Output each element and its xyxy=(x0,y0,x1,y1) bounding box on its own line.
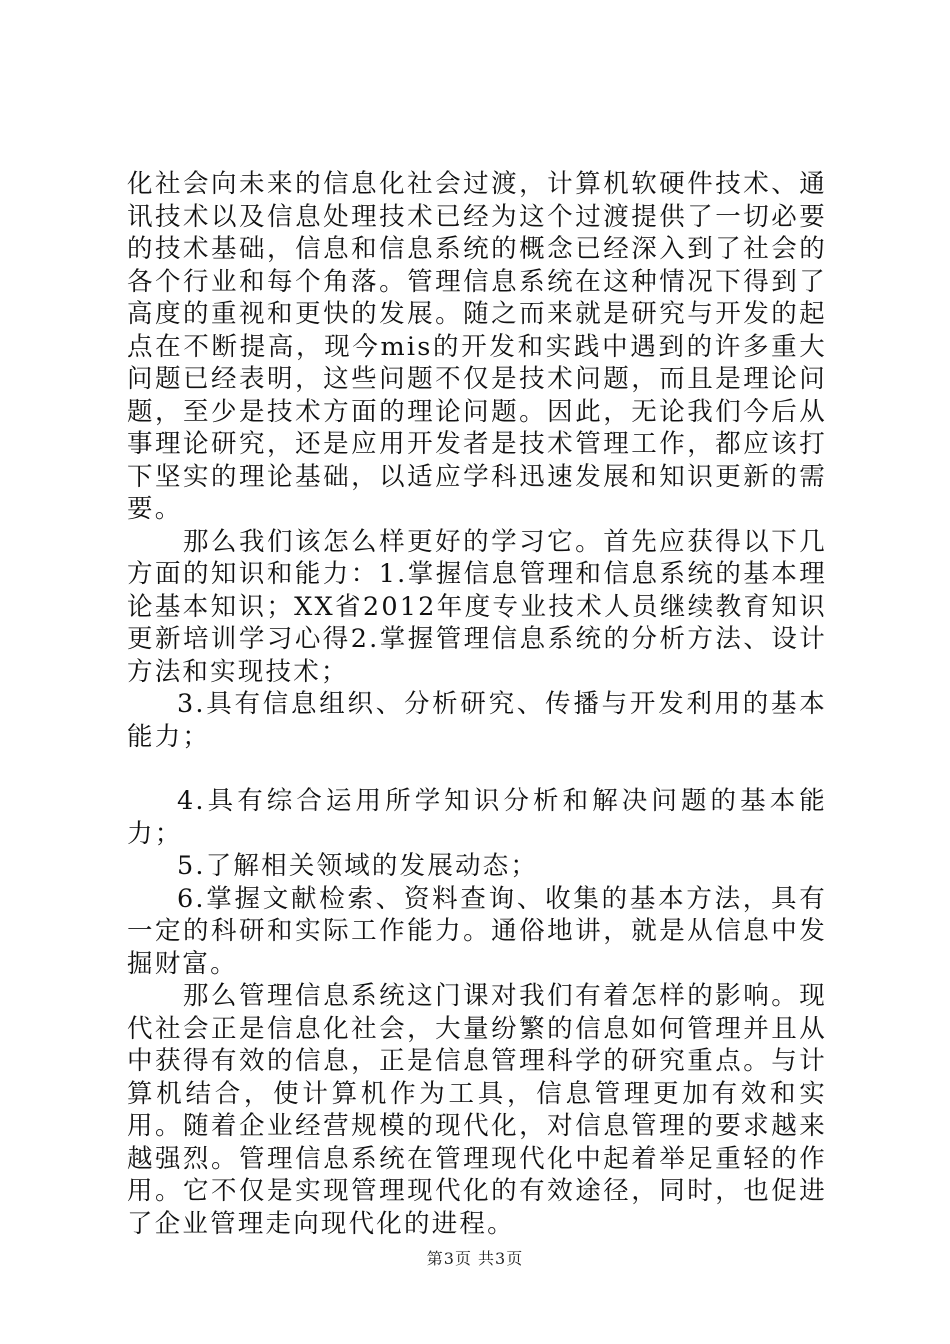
blank-line xyxy=(127,753,827,785)
list-item-3: 3.具有信息组织、分析研究、传播与开发利用的基本能力； xyxy=(127,689,827,752)
paragraph-impact: 那么管理信息系统这门课对我们有着怎样的影响。现代社会正是信息化社会，大量纷繁的信息如何管理并且从中获得有效的信息，正是信息管理科学的研究重点。与计算机结合，使计算机作为工具，信息管理更加有效和实用。随着企业经营规模的现代化，对信息管理的要求越来越强烈。管理信息系统在管理现代化中起着举足重轻的作用。它不仅是实现管理现代化的有效途径，同时，也促进了企业管理走向现代化的进程。 xyxy=(127,981,827,1239)
paragraph-intro: 化社会向未来的信息化社会过渡，计算机软硬件技术、通讯技术以及信息处理技术已经为这个过渡提供了一切必要的技术基础，信息和信息系统的概念已经深入到了社会的各个行业和每个角落。管理信息系统在这种情况下得到了高度的重视和更快的发展。随之而来就是研究与开发的起点在不断提高，现今mis的开发和实践中遇到的许多重大问题已经表明，这些问题不仅是技术问题，而且是理论问题，至少是技术方面的理论问题。因此，无论我们今后从事理论研究，还是应用开发者是技术管理工作，都应该打下坚实的理论基础，以适应学科迅速发展和知识更新的需要。 xyxy=(127,169,827,524)
page-number: 第3页 共3页 xyxy=(426,1249,524,1268)
paragraph-learning: 那么我们该怎么样更好的学习它。首先应获得以下几方面的知识和能力：1.掌握信息管理和信息系统的基本理论基本知识；XX省2012年度专业技术人员继续教育知识更新培训学习心得2.掌握管理信息系统的分析方法、设计方法和实现技术； xyxy=(127,526,827,687)
list-item-5: 5.了解相关领域的发展动态； xyxy=(177,851,539,881)
list-item-4: 4.具有综合运用所学知识分析和解决问题的基本能力； xyxy=(127,786,827,849)
list-item-6: 6.掌握文献检索、资料查询、收集的基本方法，具有一定的科研和实际工作能力。通俗地讲，就是从信息中发掘财富。 xyxy=(127,883,827,979)
document-body xyxy=(127,168,827,1240)
